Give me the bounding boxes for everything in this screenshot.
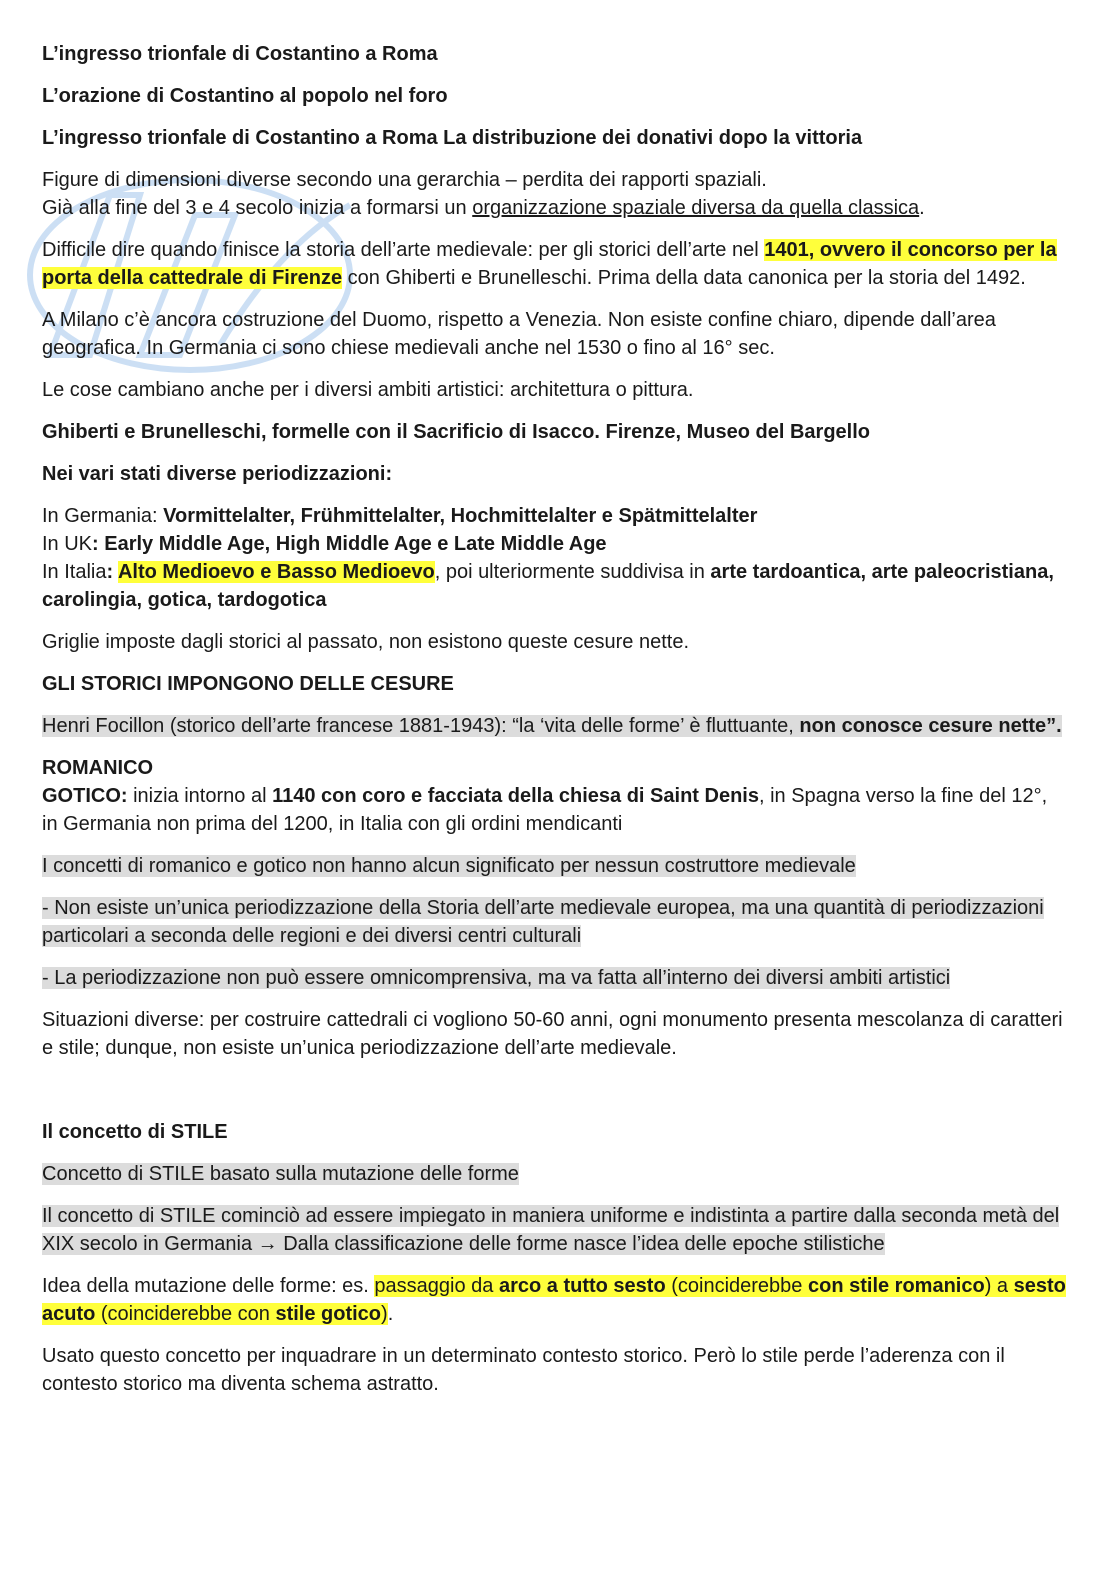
heading-cesure: GLI STORICI IMPONGONO DELLE CESURE <box>42 673 454 695</box>
paragraph-unica-periodizzazione: - Non esiste un’unica periodizzazione della Storia dell’arte medievale europea, ma una quantità di periodizzazioni particolari a seconda delle regioni e dei diversi centri culturali <box>42 897 1044 947</box>
paragraph-figure: Figure di dimensioni diverse secondo una gerarchia – perdita dei rapporti spaziali. Già alla fine del 3 e 4 secolo inizia a formarsi un organizzazione spaziale diversa da quella classica. <box>42 169 925 219</box>
paragraph-contesto: Usato questo concetto per inquadrare in un determinato contesto storico. Però lo stile perde l’aderenza con il contesto storico ma diventa schema astratto. <box>42 1345 1005 1395</box>
paragraph-milano: A Milano c’è ancora costruzione del Duomo, rispetto a Venezia. Non esiste confine chiaro, dipende dall’area geografica. In Germania ci sono chiese medievali anche nel 1530 o fino al 16° sec. <box>42 309 996 359</box>
paragraph-stile-xix: Il concetto di STILE cominciò ad essere impiegato in maniera uniforme e indistinta a partire dalla seconda metà del XIX secolo in Germania → Dalla classificazione delle forme nasce l’idea delle epoche stilistiche <box>42 1205 1060 1255</box>
underlined-phrase: organizzazione spaziale diversa da quella classica <box>472 197 920 219</box>
heading-periodizzazioni: Nei vari stati diverse periodizzazioni: <box>42 463 393 485</box>
paragraph-mutazione: Concetto di STILE basato sulla mutazione delle forme <box>42 1163 519 1185</box>
heading-donativi: L’ingresso trionfale di Costantino a Roma La distribuzione dei donativi dopo la vittoria <box>42 127 863 149</box>
paragraph-omnicomprensiva: - La periodizzazione non può essere omnicomprensiva, ma va fatta all’interno dei diversi ambiti artistici <box>42 967 951 989</box>
spacer <box>42 1076 1066 1118</box>
paragraph-stati: In Germania: Vormittelalter, Frühmittelalter, Hochmittelalter e Spätmittelalter In UK: Early Middle Age, High Middle Age e Late Middle Age In Italia: Alto Medioevo e Basso Medioevo, poi ulteriormente suddivisa in arte tardoantica, arte paleocristiana, carolingia, gotica, tardogotica <box>42 505 1054 611</box>
paragraph-romanico-gotico: ROMANICO GOTICO: inizia intorno al 1140 con coro e facciata della chiesa di Saint Denis, in Spagna verso la fine del 12°, in Germania non prima del 1200, in Italia con gli ordini mendicanti <box>42 757 1048 835</box>
highlight-1401: 1401, ovvero il concorso per la porta della cattedrale di Firenze <box>42 239 1057 289</box>
highlight-alto-basso: Alto Medioevo e Basso Medioevo <box>117 561 435 583</box>
paragraph-situazioni: Situazioni diverse: per costruire cattedrali ci vogliono 50-60 anni, ogni monumento presenta mescolanza di caratteri e stile; dunque, non esiste un’unica periodizzazione dell’arte medievale. <box>42 1009 1063 1059</box>
paragraph-idea-mutazione: Idea della mutazione delle forme: es. passaggio da arco a tutto sesto (coinciderebbe con stile romanico) a sesto acuto (coinciderebbe con stile gotico). <box>42 1275 1066 1325</box>
paragraph-griglie: Griglie imposte dagli storici al passato, non esistono queste cesure nette. <box>42 631 690 653</box>
heading-stile: Il concetto di STILE <box>42 1121 228 1143</box>
paragraph-concetti: I concetti di romanico e gotico non hanno alcun significato per nessun costruttore medievale <box>42 855 856 877</box>
paragraph-focillon: Henri Focillon (storico dell’arte francese 1881-1943): “la ‘vita delle forme’ è fluttuante, non conosce cesure nette”. <box>42 715 1062 737</box>
heading-orazione: L’orazione di Costantino al popolo nel foro <box>42 85 448 107</box>
paragraph-fine-medioevo: Difficile dire quando finisce la storia dell’arte medievale: per gli storici dell’arte nel 1401, ovvero il concorso per la porta della cattedrale di Firenze con Ghiberti e Brunelleschi. Prima della data canonica per la storia del 1492. <box>42 239 1057 289</box>
paragraph-ambiti: Le cose cambiano anche per i diversi ambiti artistici: architettura o pittura. <box>42 379 694 401</box>
heading-ingresso: L’ingresso trionfale di Costantino a Roma <box>42 43 438 65</box>
heading-ghiberti: Ghiberti e Brunelleschi, formelle con il Sacrificio di Isacco. Firenze, Museo del Bargello <box>42 421 871 443</box>
